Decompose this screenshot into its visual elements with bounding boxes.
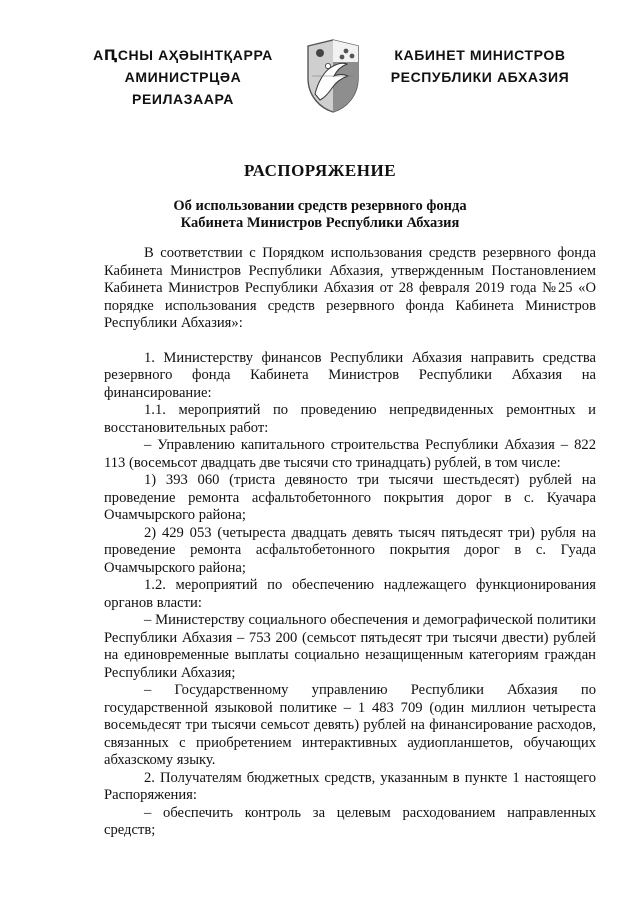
clause-1-1: 1.1. мероприятий по проведению непредвиденных ремонтных и восстановительных работ:	[104, 402, 596, 436]
clause-1-2-recipient-1: – Министерству социального обеспечения и демографической политики Республики Абхазия – 753 200 (семьсот пятьдесят три тысячи двести) рублей на единовременные выплаты социально незащищенным категориям граждан Республики Абхазия;	[104, 612, 596, 681]
preamble-paragraph: В соответствии с Порядком использования средств резервного фонда Кабинета Министров Республики Абхазия, утвержденным Постановлением Кабинета Министров Республики Абхазия от 28 февраля 2019 года №25 «О порядке использования средств резервного фонда Кабинета Министров Республики Абхазия»:	[104, 245, 596, 331]
clause-1-2: 1.2. мероприятий по обеспечению надлежащего функционирования органов власти:	[104, 577, 596, 611]
clause-2-item: – обеспечить контроль за целевым расходованием направленных средств;	[104, 804, 596, 838]
clause-1-1-item-2: 2) 429 053 (четыреста двадцать девять тысяч пятьдесят три) рубля на проведение ремонта асфальтобетонного покрытия дорог в с. Гуада Очамчырского района;	[104, 524, 596, 576]
header-right-line1: КАБИНЕТ МИНИСТРОВ	[394, 47, 566, 63]
document-subtitle	[0, 198, 640, 232]
document-body	[104, 245, 596, 840]
header-right-line2: РЕСПУБЛИКИ АБХАЗИЯ	[390, 69, 570, 85]
clause-1-2-recipient-2: – Государственному управлению Республики Абхазия по государственной языковой политике – 1 483 709 (один миллион четыреста восемьдесят три тысячи семьсот девять) рублей на финансирование расходов, связанных с приобретением интерактивных аудиопланшетов, обучающих абхазскому языку.	[104, 682, 596, 768]
header-abkhaz-name	[78, 44, 288, 110]
subtitle-line2: Кабинета Министров Республики Абхазия	[180, 215, 460, 231]
subtitle-line1: Об использовании средств резервного фонда	[173, 198, 467, 214]
abkhazia-coat-of-arms-icon	[306, 38, 360, 114]
clause-2: 2. Получателям бюджетных средств, указанным в пункте 1 настоящего Распоряжения:	[104, 769, 596, 803]
header-russian-name	[378, 44, 582, 88]
clause-1-1-recipient: – Управлению капитального строительства Республики Абхазия – 822 113 (восемьсот двадцать две тысячи сто тринадцать) рублей, в том числе:	[104, 437, 596, 471]
clause-1-1-item-1: 1) 393 060 (триста девяносто три тысячи шестьдесят) рублей на проведение ремонта асфальтобетонного покрытия дорог в с. Куачара Очамчырского района;	[104, 472, 596, 523]
header-left-line1: АԤСНЫ АҲӘЫНТҚАРРА	[93, 47, 273, 63]
header-left-line2: АМИНИСТРЦӘА РЕИЛАЗААРА	[124, 69, 242, 107]
clause-1: 1. Министерству финансов Республики Абхазия направить средства резервного фонда Кабинета Министров Республики Абхазия на финансирование:	[104, 349, 596, 401]
document-title: РАСПОРЯЖЕНИЕ	[243, 161, 397, 180]
